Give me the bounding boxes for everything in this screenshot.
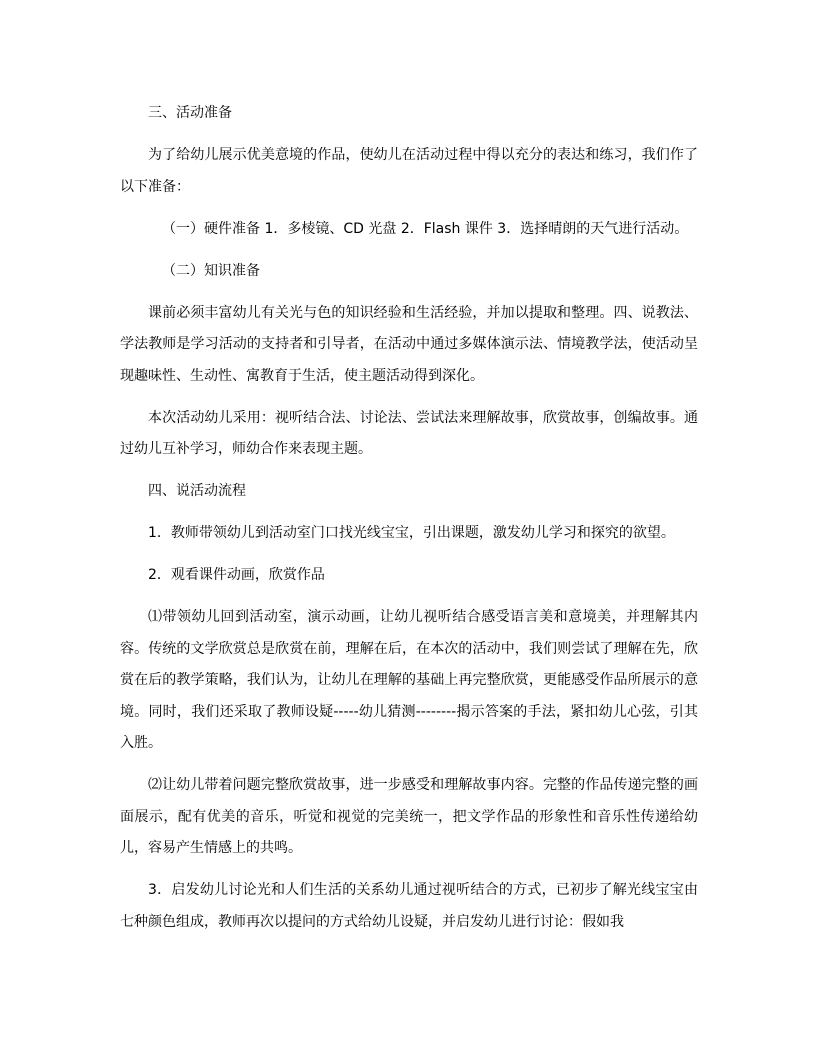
paragraph-hardware-preparation: （一）硬件准备 1．多棱镜、CD 光盘 2．Flash 课件 3．选择晴朗的天气进行活动。 <box>162 220 689 237</box>
section-heading-activity-process: 四、说活动流程 <box>148 483 246 499</box>
paragraph-knowledge-and-teaching-methods: 课前必须丰富幼儿有关光与色的知识经验和生活经验，并加以提取和整理。四、说教法、学法教师是学习活动的支持者和引导者，在活动中通过多媒体演示法、情境教学法，使活动呈现趣味性、生动性、寓教育于生活，使主题活动得到深化。 <box>120 304 698 384</box>
paragraph-step-1: 1．教师带领幼儿到活动室门口找光线宝宝，引出课题，激发幼儿学习和探究的欲望。 <box>148 525 675 541</box>
paragraph-step-3: 3．启发幼儿讨论光和人们生活的关系幼儿通过视听结合的方式，已初步了解光线宝宝由七种颜色组成，教师再次以提问的方式给幼儿设疑，并启发幼儿进行讨论：假如我 <box>120 882 698 930</box>
paragraph-step-2-part-1: ⑴带领幼儿回到活动室，演示动画，让幼儿视听结合感受语言美和意境美，并理解其内容。传统的文学欣赏总是欣赏在前，理解在后，在本次的活动中，我们则尝试了理解在先，欣赏在后的教学策略，我们认为，让幼儿在理解的基础上再完整欣赏，更能感受作品所展示的意境。同时，我们还采取了教师设疑-----幼儿猜测--------揭示答案的手法，紧扣幼儿心弦，引其入胜。 <box>120 609 698 751</box>
paragraph-step-2-title: 2．观看课件动画，欣赏作品 <box>148 567 325 583</box>
paragraph-step-2-part-2: ⑵让幼儿带着问题完整欣赏故事，进一步感受和理解故事内容。完整的作品传递完整的画面展示，配有优美的音乐，听觉和视觉的完美统一，把文学作品的形象性和音乐性传递给幼儿，容易产生情感上的共鸣。 <box>120 777 698 856</box>
document-body <box>120 98 698 938</box>
paragraph-learning-methods: 本次活动幼儿采用：视听结合法、讨论法、尝试法来理解故事，欣赏故事，创编故事。通过幼儿互补学习，师幼合作来表现主题。 <box>120 409 698 457</box>
subheading-knowledge-preparation: （二）知识准备 <box>162 262 260 279</box>
paragraph-preparation-intro: 为了给幼儿展示优美意境的作品，使幼儿在活动过程中得以充分的表达和练习，我们作了以下准备： <box>120 147 698 195</box>
section-heading-activity-preparation: 三、活动准备 <box>148 105 232 121</box>
